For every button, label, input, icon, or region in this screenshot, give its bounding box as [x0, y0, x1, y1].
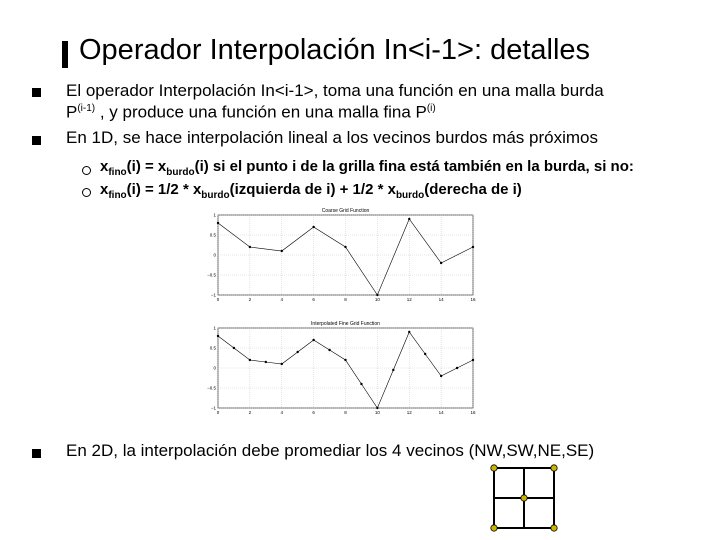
slide-title: Operador Interpolación In<i-1>: detalles [79, 34, 591, 66]
bullet-marker [32, 449, 41, 458]
data-point [360, 383, 362, 385]
data-point [312, 226, 314, 228]
data-point [217, 222, 219, 224]
data-point [249, 359, 251, 361]
y-tick-label: 1 [213, 212, 216, 218]
chart-title: Coarse Grid Function [321, 208, 370, 214]
x-tick-label: 0 [216, 410, 220, 415]
x-tick-label: 14 [438, 297, 444, 302]
subbullet-marker [82, 188, 91, 197]
y-tick-label: −1 [210, 405, 216, 411]
grid-node [491, 525, 497, 531]
data-point [312, 339, 314, 341]
data-point [265, 361, 267, 363]
grid-node [521, 495, 527, 501]
data-point [472, 246, 474, 248]
x-tick-label: 8 [344, 410, 347, 415]
x-tick-label: 10 [374, 297, 380, 302]
data-point [344, 246, 346, 248]
x-tick-label: 16 [470, 297, 476, 302]
x-tick-label: 8 [344, 297, 347, 302]
x-tick-label: 10 [374, 410, 380, 415]
data-point [440, 262, 442, 264]
data-point [424, 353, 426, 355]
data-point [344, 359, 346, 361]
bullet-text-1a: El operador Interpolación In<i-1>, toma una función en una malla burda [66, 81, 604, 100]
subbullet-text-2: $x_{fino}(i) = 1/2$ * $x_{burdo}(izquierda$ de $i) + 1/2 * x_{burdo}(derecha$ de i) [100, 181, 522, 201]
y-tick-label: −0.5 [207, 272, 216, 278]
data-point [296, 351, 298, 353]
bullet-text-1b: $P^{(i-1)}$ , y produce una función en una malla fina $P^{(i)}$ [66, 102, 436, 122]
bullet-marker [32, 88, 41, 97]
data-point [376, 294, 378, 296]
y-tick-label: 0 [213, 252, 216, 258]
x-tick-label: 12 [406, 297, 412, 302]
grid-node [551, 525, 557, 531]
bullet-text-2: En 1D, se hace interpolación lineal a los vecinos burdos más próximos [66, 128, 598, 147]
data-point [408, 331, 410, 333]
data-point [392, 369, 394, 371]
data-point [456, 367, 458, 369]
data-point [376, 407, 378, 409]
y-tick-label: 0.5 [209, 345, 216, 351]
x-tick-label: 4 [280, 297, 284, 302]
data-point [440, 375, 442, 377]
data-point [217, 335, 219, 337]
data-point [472, 359, 474, 361]
grid-node [491, 465, 497, 471]
y-tick-label: −1 [210, 292, 216, 298]
x-tick-label: 6 [312, 410, 315, 415]
fine-grid-chart [200, 318, 480, 418]
bullet-text-3: En 2D, la interpolación debe promediar los 4 vecinos (NW,SW,NE,SE) [66, 441, 595, 460]
grid-node [551, 465, 557, 471]
y-tick-label: 1 [213, 325, 216, 331]
x-tick-label: 12 [406, 410, 412, 415]
subbullet-marker [82, 166, 91, 175]
data-point [281, 363, 283, 365]
bullet-marker [32, 136, 41, 145]
x-tick-label: 2 [248, 297, 252, 302]
x-tick-label: 16 [470, 410, 476, 415]
data-point [233, 347, 235, 349]
coarse-grid-chart [200, 205, 480, 305]
x-tick-label: 2 [248, 410, 252, 415]
data-point [249, 246, 251, 248]
subbullet-text-1: $x_{fino}(i) = x_{burdo}(i)$ si el punto i de la grilla fina está también en la burda, si no: [100, 158, 634, 178]
2d-grid-diagram [488, 462, 560, 534]
x-tick-label: 4 [280, 410, 284, 415]
x-tick-label: 6 [312, 297, 315, 302]
data-point [408, 218, 410, 220]
data-point [328, 349, 330, 351]
data-point [281, 250, 283, 252]
title-accent-bar [62, 41, 68, 68]
x-tick-label: 0 [216, 297, 220, 302]
x-tick-label: 14 [438, 410, 444, 415]
y-tick-label: 0 [213, 365, 216, 371]
chart-title: Interpolated Fine Grid Function [311, 321, 380, 327]
y-tick-label: 0.5 [209, 232, 216, 238]
y-tick-label: −0.5 [207, 385, 216, 391]
